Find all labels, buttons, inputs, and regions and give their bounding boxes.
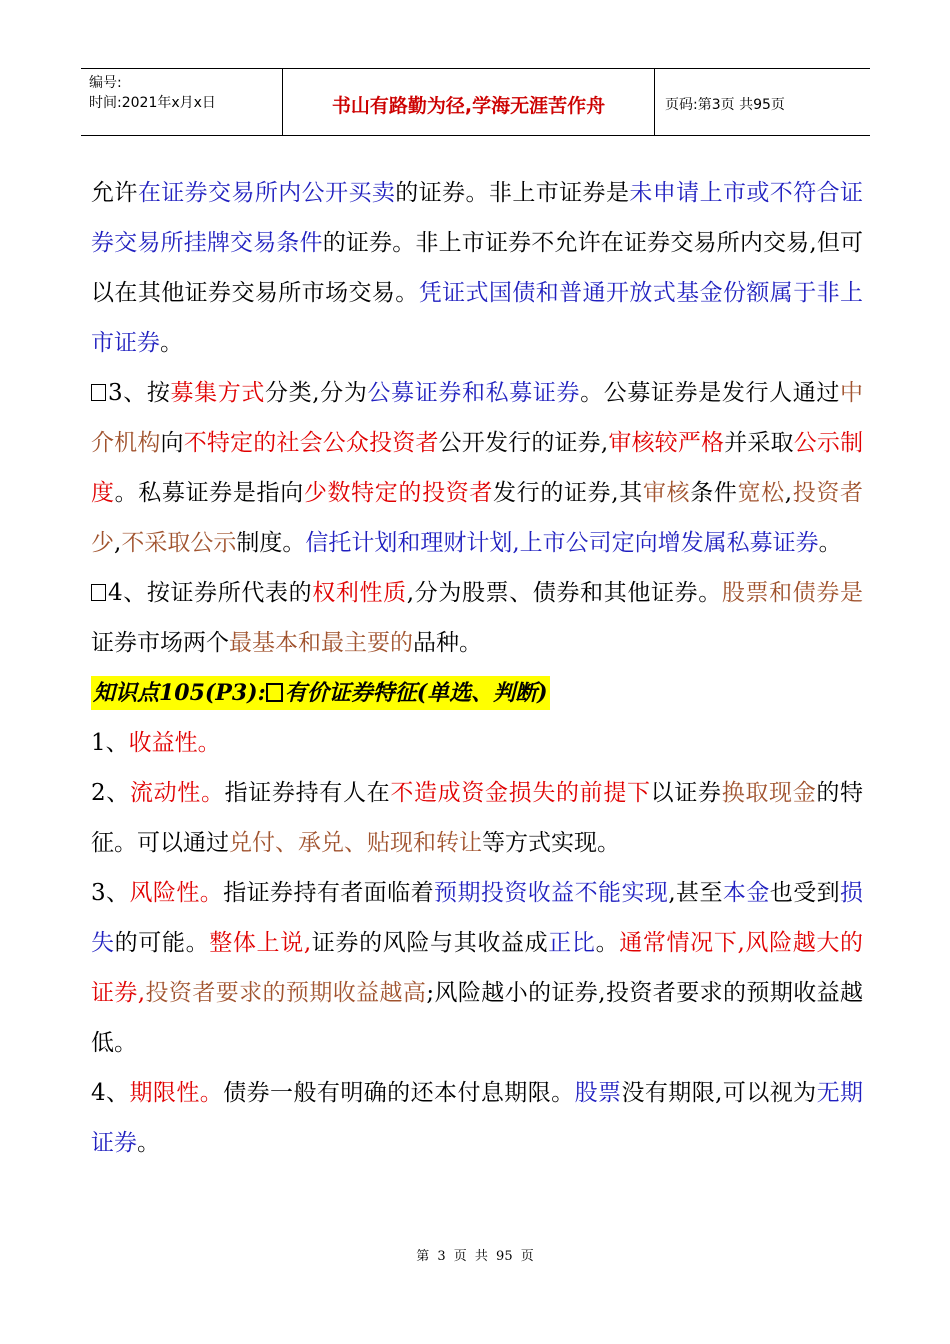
knowledge-point-label: 知识点105(P3): bbox=[93, 680, 266, 706]
text-run: 的可能。 bbox=[114, 930, 210, 956]
highlighted-text: 期限性。 bbox=[129, 1080, 224, 1106]
highlighted-text: 兑付、承兑、贴现和转让 bbox=[229, 830, 482, 856]
highlighted-text: 权利性质 bbox=[312, 580, 407, 606]
paragraph bbox=[91, 718, 863, 768]
highlighted-text: 整体上说, bbox=[209, 930, 312, 956]
highlighted-text: 公募证券和私募证券 bbox=[367, 380, 581, 406]
text-run: 公开发行的证券, bbox=[438, 430, 609, 456]
highlighted-text: 信托计划和理财计划,上市公司定向增发属私募证券 bbox=[305, 530, 819, 556]
highlighted-text: 预期投资收益不能实现 bbox=[434, 880, 669, 906]
text-run: 以证券 bbox=[650, 780, 722, 806]
knowledge-point-title: 有价证券特征(单选、判断) bbox=[284, 680, 548, 706]
knowledge-point-heading bbox=[91, 668, 863, 718]
text-run: 没有期限,可以视为 bbox=[621, 1080, 817, 1106]
text-run: 1、 bbox=[91, 730, 129, 756]
text-run: 。 bbox=[160, 330, 183, 356]
text-run: 的证券。非上市证券是 bbox=[395, 180, 630, 206]
highlighted-text: 通常情况下,风险越大的证券, bbox=[91, 930, 864, 1006]
highlighted-text: 凭证式国债和普通开放式基金份额属于非上市证券 bbox=[91, 280, 863, 356]
document-body bbox=[91, 168, 863, 1168]
highlighted-text: 股票和债券是 bbox=[721, 580, 864, 606]
header-meta-cell bbox=[81, 69, 283, 135]
text-run: 并采取 bbox=[724, 430, 794, 456]
text-run: 也受到 bbox=[769, 880, 841, 906]
text-run: 的证券。非上市证券不允许在证券交易所内交易,但可以在其他证券交易所市场交易。 bbox=[91, 230, 864, 306]
header-motto-cell bbox=[283, 69, 655, 135]
text-run: 指证券持有人在 bbox=[224, 780, 391, 806]
text-run: 发行的证券,其 bbox=[493, 480, 643, 506]
text-run: 制度。 bbox=[236, 530, 306, 556]
highlighted-text: 流动性。 bbox=[129, 780, 225, 806]
time-label: 时间:2021年x月x日 bbox=[89, 95, 216, 111]
highlighted-text: 不采取公示 bbox=[121, 530, 237, 556]
highlighted-text: 投资者少 bbox=[91, 480, 864, 556]
text-run: 3、 bbox=[91, 880, 130, 906]
paragraph bbox=[91, 168, 863, 368]
paragraph bbox=[91, 368, 863, 568]
highlighted-text: 无期证券 bbox=[91, 1080, 864, 1156]
paragraph bbox=[91, 768, 863, 868]
text-run: ,分为股票、债券和其他证券。 bbox=[406, 580, 722, 606]
header-page-cell bbox=[655, 69, 870, 135]
paragraph bbox=[91, 868, 863, 1068]
header-table bbox=[81, 68, 870, 136]
text-run: 债券一般有明确的还本付息期限。 bbox=[223, 1080, 575, 1106]
number-label: 编号: bbox=[89, 75, 122, 91]
text-run: 。私募证券是指向 bbox=[114, 480, 304, 506]
highlighted-text: 募集方式 bbox=[170, 380, 266, 406]
highlighted-text: 投资者要求的预期收益越高 bbox=[145, 980, 427, 1006]
motto-text: 书山有路勤为径,学海无涯苦作舟 bbox=[331, 94, 606, 117]
knowledge-point-highlight bbox=[91, 676, 550, 710]
text-run: 2、 bbox=[91, 780, 130, 806]
text-run: 。 bbox=[137, 1130, 160, 1156]
text-run: 分类,分为 bbox=[265, 380, 368, 406]
text-run: , bbox=[114, 530, 122, 556]
text-run: 的特征。可以通过 bbox=[91, 780, 864, 856]
text-run: ;风险越小的证券,投资者要求的预期收益越低。 bbox=[91, 980, 864, 1056]
text-run: 。 bbox=[595, 930, 620, 956]
text-run: , bbox=[784, 480, 793, 506]
text-run: 允许 bbox=[91, 180, 138, 206]
highlighted-text: 不特定的社会公众投资者 bbox=[183, 430, 439, 456]
highlighted-text: 不造成资金损失的前提下 bbox=[390, 780, 651, 806]
highlighted-text: 宽松 bbox=[737, 480, 785, 506]
highlighted-text: 中介机构 bbox=[91, 380, 864, 456]
page-info: 页码:第3页 共95页 bbox=[665, 97, 785, 113]
highlighted-text: 股票 bbox=[574, 1080, 622, 1106]
text-run: 向 bbox=[160, 430, 184, 456]
highlighted-text: 审核 bbox=[642, 480, 691, 506]
paragraph bbox=[91, 568, 863, 668]
highlighted-text: 收益性。 bbox=[128, 730, 221, 756]
text-run: 4、按证券所代表的 bbox=[108, 580, 313, 606]
checkbox-icon bbox=[91, 384, 106, 401]
text-run: 。公募证券是发行人通过 bbox=[580, 380, 841, 406]
text-run: ,甚至 bbox=[668, 880, 723, 906]
highlighted-text: 在证券交易所内公开买卖 bbox=[137, 180, 396, 206]
text-run: 证券的风险与其收益成 bbox=[311, 930, 549, 956]
highlighted-text: 风险性。 bbox=[129, 880, 224, 906]
text-run: 指证券持有者面临着 bbox=[223, 880, 435, 906]
text-run: 4、 bbox=[91, 1080, 130, 1106]
text-run: 品种。 bbox=[413, 630, 482, 656]
text-run: 条件 bbox=[690, 480, 738, 506]
text-run: 证券市场两个 bbox=[91, 630, 229, 656]
highlighted-text: 最基本和最主要的 bbox=[229, 630, 413, 656]
paragraph bbox=[91, 1068, 863, 1168]
highlighted-text: 未申请上市或不符合证券交易所挂牌交易条件 bbox=[91, 180, 863, 256]
highlighted-text: 损失 bbox=[91, 880, 864, 956]
checkbox-icon bbox=[266, 683, 283, 702]
highlighted-text: 少数特定的投资者 bbox=[303, 480, 494, 506]
highlighted-text: 正比 bbox=[548, 930, 596, 956]
text-run: 。 bbox=[818, 530, 842, 556]
text-run: 3、按 bbox=[108, 380, 171, 406]
highlighted-text: 换取现金 bbox=[721, 780, 817, 806]
page-footer: 第 3 页 共 95 页 bbox=[416, 1249, 534, 1264]
highlighted-text: 审核较严格 bbox=[608, 430, 725, 456]
checkbox-icon bbox=[91, 584, 106, 601]
highlighted-text: 本金 bbox=[722, 880, 770, 906]
highlighted-text: 公示制度 bbox=[91, 430, 864, 506]
text-run: 等方式实现。 bbox=[482, 830, 620, 856]
